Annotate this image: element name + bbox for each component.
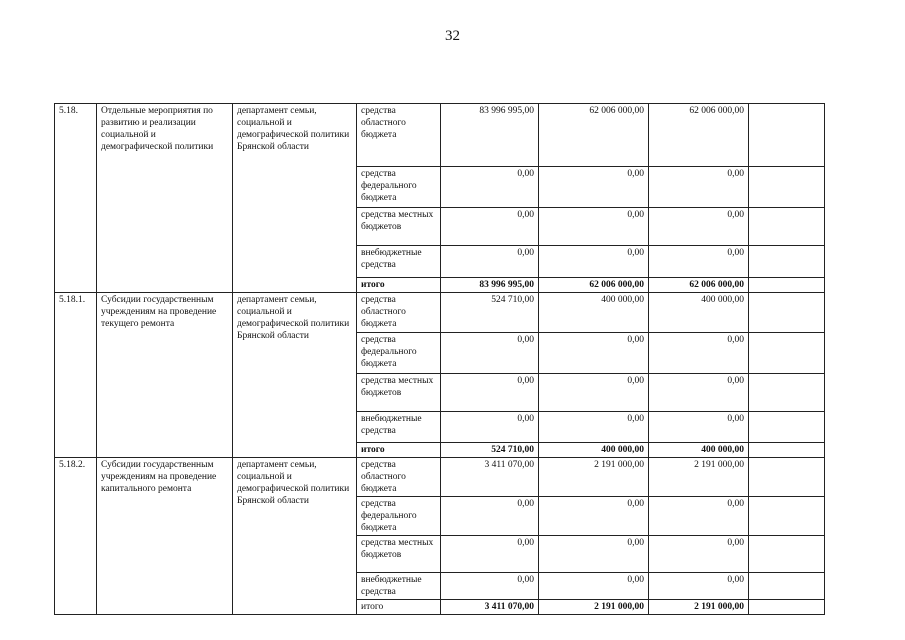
item-executor: департамент семьи, социальной и демографической политики Брянской области bbox=[233, 458, 357, 615]
total-amount-3: 2 191 000,00 bbox=[649, 600, 749, 615]
funding-source-total: итого bbox=[357, 600, 441, 615]
empty-cell bbox=[749, 104, 825, 167]
item-executor: департамент семьи, социальной и демографической политики Брянской области bbox=[233, 293, 357, 458]
amount-1: 3 411 070,00 bbox=[441, 458, 539, 497]
empty-cell bbox=[749, 293, 825, 333]
total-amount-2: 400 000,00 bbox=[539, 443, 649, 458]
empty-cell bbox=[749, 600, 825, 615]
total-amount-3: 400 000,00 bbox=[649, 443, 749, 458]
amount-2: 0,00 bbox=[539, 167, 649, 208]
empty-cell bbox=[749, 208, 825, 246]
amount-2: 0,00 bbox=[539, 573, 649, 600]
empty-cell bbox=[749, 458, 825, 497]
total-amount-2: 2 191 000,00 bbox=[539, 600, 649, 615]
total-amount-2: 62 006 000,00 bbox=[539, 278, 649, 293]
total-amount-1: 524 710,00 bbox=[441, 443, 539, 458]
amount-1: 524 710,00 bbox=[441, 293, 539, 333]
amount-3: 0,00 bbox=[649, 208, 749, 246]
amount-3: 0,00 bbox=[649, 246, 749, 278]
empty-cell bbox=[749, 246, 825, 278]
item-title: Отдельные мероприятия по развитию и реализации социальной и демографической политики bbox=[97, 104, 233, 293]
empty-cell bbox=[749, 412, 825, 443]
funding-source: средства областного бюджета bbox=[357, 458, 441, 497]
amount-2: 2 191 000,00 bbox=[539, 458, 649, 497]
item-title: Субсидии государственным учреждениям на проведение капитального ремонта bbox=[97, 458, 233, 615]
funding-source: внебюджетные средства bbox=[357, 246, 441, 278]
amount-3: 400 000,00 bbox=[649, 293, 749, 333]
amount-1: 0,00 bbox=[441, 412, 539, 443]
funding-source: средства федерального бюджета bbox=[357, 497, 441, 536]
total-amount-3: 62 006 000,00 bbox=[649, 278, 749, 293]
item-code: 5.18.1. bbox=[55, 293, 97, 458]
funding-source-total: итого bbox=[357, 278, 441, 293]
amount-1: 0,00 bbox=[441, 497, 539, 536]
funding-source: средства местных бюджетов bbox=[357, 374, 441, 412]
funding-source: внебюджетные средства bbox=[357, 573, 441, 600]
funding-source: средства областного бюджета bbox=[357, 104, 441, 167]
page-number: 32 bbox=[445, 28, 460, 44]
amount-3: 0,00 bbox=[649, 536, 749, 573]
amount-2: 62 006 000,00 bbox=[539, 104, 649, 167]
amount-3: 2 191 000,00 bbox=[649, 458, 749, 497]
empty-cell bbox=[749, 536, 825, 573]
amount-2: 0,00 bbox=[539, 374, 649, 412]
table-row bbox=[55, 458, 825, 497]
amount-2: 0,00 bbox=[539, 333, 649, 374]
empty-cell bbox=[749, 333, 825, 374]
empty-cell bbox=[749, 443, 825, 458]
empty-cell bbox=[749, 497, 825, 536]
funding-source: внебюджетные средства bbox=[357, 412, 441, 443]
amount-2: 0,00 bbox=[539, 246, 649, 278]
empty-cell bbox=[749, 573, 825, 600]
funding-source-total: итого bbox=[357, 443, 441, 458]
table-row bbox=[55, 104, 825, 167]
amount-2: 0,00 bbox=[539, 536, 649, 573]
amount-3: 62 006 000,00 bbox=[649, 104, 749, 167]
funding-source: средства местных бюджетов bbox=[357, 208, 441, 246]
amount-1: 0,00 bbox=[441, 573, 539, 600]
amount-3: 0,00 bbox=[649, 333, 749, 374]
amount-1: 0,00 bbox=[441, 333, 539, 374]
amount-2: 0,00 bbox=[539, 497, 649, 536]
amount-2: 0,00 bbox=[539, 412, 649, 443]
amount-1: 0,00 bbox=[441, 536, 539, 573]
item-code: 5.18.2. bbox=[55, 458, 97, 615]
funding-source: средства федерального бюджета bbox=[357, 167, 441, 208]
item-code: 5.18. bbox=[55, 104, 97, 293]
amount-1: 0,00 bbox=[441, 208, 539, 246]
item-title: Субсидии государственным учреждениям на проведение текущего ремонта bbox=[97, 293, 233, 458]
funding-source: средства федерального бюджета bbox=[357, 333, 441, 374]
amount-3: 0,00 bbox=[649, 497, 749, 536]
amount-3: 0,00 bbox=[649, 573, 749, 600]
amount-1: 0,00 bbox=[441, 246, 539, 278]
amount-3: 0,00 bbox=[649, 374, 749, 412]
empty-cell bbox=[749, 278, 825, 293]
empty-cell bbox=[749, 167, 825, 208]
funding-source: средства местных бюджетов bbox=[357, 536, 441, 573]
funding-source: средства областного бюджета bbox=[357, 293, 441, 333]
budget-table bbox=[54, 103, 825, 615]
item-executor: департамент семьи, социальной и демографической политики Брянской области bbox=[233, 104, 357, 293]
amount-2: 400 000,00 bbox=[539, 293, 649, 333]
table-row bbox=[55, 293, 825, 333]
amount-2: 0,00 bbox=[539, 208, 649, 246]
total-amount-1: 3 411 070,00 bbox=[441, 600, 539, 615]
amount-3: 0,00 bbox=[649, 167, 749, 208]
amount-1: 0,00 bbox=[441, 167, 539, 208]
empty-cell bbox=[749, 374, 825, 412]
amount-1: 0,00 bbox=[441, 374, 539, 412]
total-amount-1: 83 996 995,00 bbox=[441, 278, 539, 293]
amount-1: 83 996 995,00 bbox=[441, 104, 539, 167]
amount-3: 0,00 bbox=[649, 412, 749, 443]
